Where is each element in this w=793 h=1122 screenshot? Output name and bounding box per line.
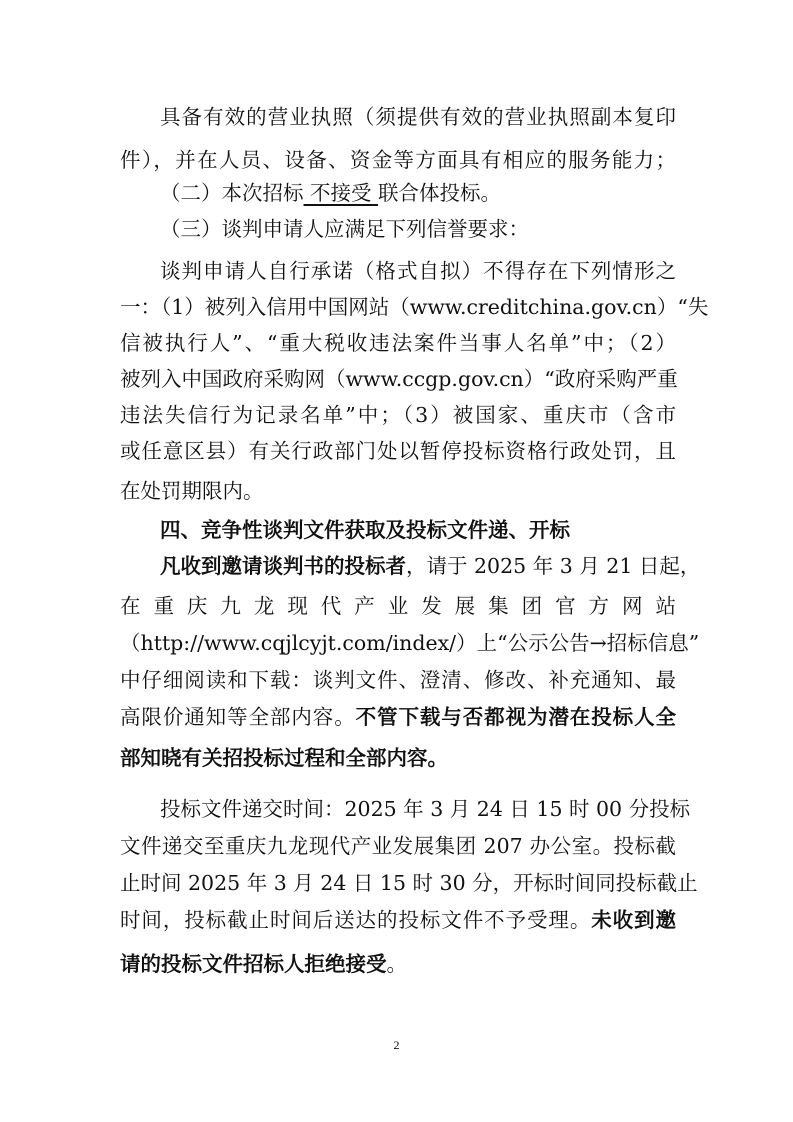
submission-line-4-normal: 时间，投标截止时间后送达的投标文件不予受理。	[120, 908, 592, 932]
submission-line-4-bold: 未收到邀	[591, 908, 677, 932]
consortium-line	[160, 176, 676, 210]
consortium-prefix: （二）本次招标	[160, 181, 304, 205]
obtain-line-6: 部知晓有关招投标过程和全部内容。	[120, 746, 448, 770]
consortium-suffix: 联合体投标。	[378, 181, 502, 205]
credit-line-4: 被列入中国政府采购网（www.ccgp.gov.cn）“政府采购严重	[120, 367, 678, 391]
credit-line-5: 违法失信行为记录名单”中；（3）被国家、重庆市（含市	[120, 403, 676, 427]
obtain-line-1-rest: ，请于 2025 年 3 月 21 日起，	[406, 554, 701, 578]
submission-line-5-bold: 请的投标文件招标人拒绝接受	[120, 952, 387, 976]
credit-line-1: 谈判申请人自行承诺（格式自拟）不得存在下列情形之	[160, 259, 676, 283]
credit-line-3: 信被执行人”、“重大税收违法案件当事人名单”中；（2）	[120, 331, 676, 355]
qualification-line-2: 件），并在人员、设备、资金等方面具有相应的服务能力；	[120, 148, 676, 172]
section-4-heading: 四、竞争性谈判文件获取及投标文件递、开标	[160, 518, 570, 542]
credit-line-6: 或任意区县）有关行政部门处以暂停投标资格行政处罚，且	[120, 439, 676, 463]
obtain-line-2: 在重庆九龙现代产业发展集团官方网站	[120, 594, 676, 618]
obtain-line-3: （http://www.cqjlcyjt.com/index/）上“公示公告→招标信息”	[120, 631, 700, 655]
obtain-line-5-bold: 不管下载与否都视为潜在投标人全	[355, 705, 677, 729]
credit-heading: （三）谈判申请人应满足下列信誉要求：	[160, 217, 529, 241]
credit-line-7: 在处罚期限内。	[120, 479, 264, 503]
credit-line-2: 一：（1）被列入信用中国网站（www.creditchina.gov.cn）“失	[120, 295, 709, 319]
obtain-line-1	[160, 549, 701, 583]
obtain-line-5	[120, 700, 676, 734]
submission-line-3: 止时间 2025 年 3 月 24 日 15 时 30 分，开标时间同投标截止	[120, 871, 698, 895]
submission-line-1: 投标文件递交时间：2025 年 3 月 24 日 15 时 00 分投标	[160, 797, 691, 821]
consortium-value: 不接受	[303, 181, 379, 205]
obtain-line-4: 中仔细阅读和下载：谈判文件、澄清、修改、补充通知、最	[120, 668, 676, 692]
submission-line-5	[120, 947, 676, 981]
submission-line-4	[120, 903, 676, 937]
qualification-line-1: 具备有效的营业执照（须提供有效的营业执照副本复印	[160, 105, 676, 129]
submission-line-5-end: 。	[386, 952, 407, 976]
submission-line-2: 文件递交至重庆九龙现代产业发展集团 207 办公室。投标截	[120, 834, 676, 858]
obtain-line-5-normal: 高限价通知等全部内容。	[120, 705, 356, 729]
obtain-line-1-bold: 凡收到邀请谈判书的投标者	[160, 554, 406, 578]
page-number: 2	[393, 1038, 400, 1052]
